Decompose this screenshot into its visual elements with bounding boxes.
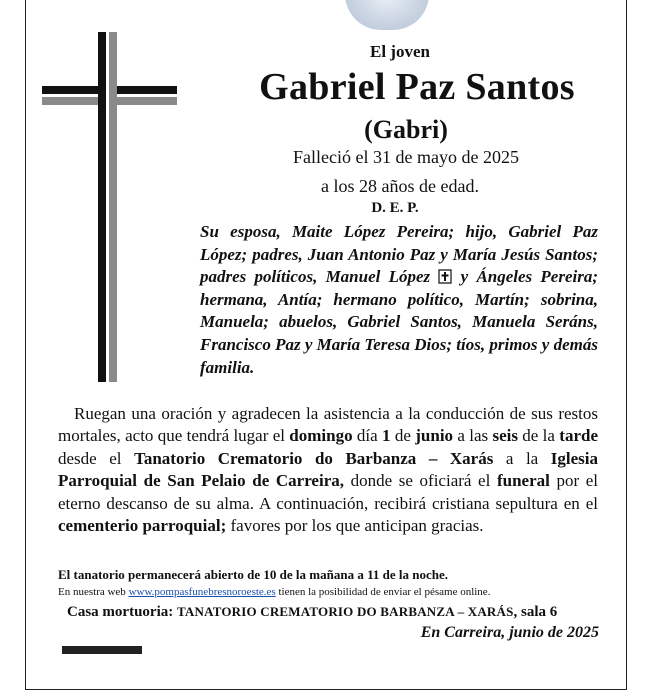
family-list xyxy=(200,221,598,379)
death-date: Falleció el 31 de mayo de 2025 xyxy=(293,147,519,167)
rip-text: D. E. P. xyxy=(371,200,419,216)
opening-hours-note: El tanatorio permanecerá abierto de 10 de la mañana a 11 de la noche. xyxy=(58,567,448,582)
family-text-part2: y Ángeles Pereira; hermana, Antía; hermano político, Martín; sobrina, Manuela; abuelos, Gabriel Santos, Manuela Seráns, Francisco Paz y María Teresa Dios; tíos, primos y demás familia. xyxy=(200,267,599,377)
funeral-home-logo xyxy=(62,646,142,654)
age-at-death: a los 28 años de edad. xyxy=(321,176,479,196)
ceremony-text: Ruegan una oración y agradecen la asistencia a la conducción de sus restos mortales, acto que tendrá lugar el domingo día 1 de junio a las seis de la tarde desde el Tanatorio Crematorio do Barbanza – Xarás a la Iglesia Parroquial de San Pelaio de Carreira, donde se oficiará el funeral por el eterno descanso de su alma. A continuación, recibirá cristiana sepultura en el cementerio parroquial; favores por los que anticipan gracias. xyxy=(58,404,598,536)
intro-text: El joven xyxy=(370,42,430,61)
funeral-home-line: Casa mortuoria: TANATORIO CREMATORIO DO BARBANZA – XARÁS, sala 6 xyxy=(67,604,558,620)
web-condolences-note: En nuestra web www.pompasfunebresnoroeste.es tienen la posibilidad de enviar el pésame online. xyxy=(58,586,491,598)
place-and-date: En Carreira, junio de 2025 xyxy=(420,624,599,641)
deceased-name: Gabriel Paz Santos xyxy=(259,66,575,108)
website-link[interactable]: www.pompasfunebresnoroeste.es xyxy=(128,586,276,598)
deceased-cross-icon xyxy=(438,269,452,284)
family-text-part1: Su esposa, Maite López Pereira; hijo, Gabriel Paz López; padres, Juan Antonio Paz y María Jesús Santos; padres políticos, Manuel López xyxy=(200,222,598,287)
deceased-nickname: (Gabri) xyxy=(364,115,448,144)
